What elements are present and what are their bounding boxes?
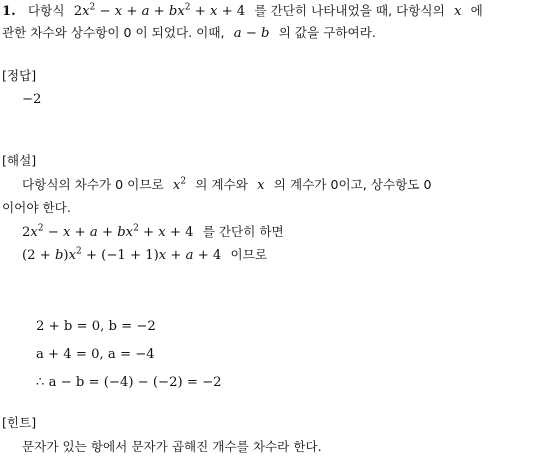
equation-2: a + 4 = 0, a = −4 xyxy=(36,347,155,362)
expression-a-minus-b: a − b xyxy=(233,26,270,41)
problem-text-2b: 의 값을 구하여라. xyxy=(278,25,376,40)
term-x-squared: $x^2$ xyxy=(172,176,187,193)
hint-heading: [힌트] xyxy=(2,415,37,430)
term-x: x xyxy=(257,178,265,193)
answer-value: −2 xyxy=(22,92,42,107)
solution-line-4 xyxy=(22,246,267,265)
solution-text-4: 이므로 xyxy=(230,247,268,262)
answer-heading: [정답] xyxy=(2,68,37,83)
problem-number: 1. xyxy=(2,4,16,19)
solution-line-2: 이어야 한다. xyxy=(2,200,71,215)
variable-x: x xyxy=(453,4,462,19)
problem-text-1c: 에 xyxy=(470,3,483,18)
solution-text-1b: 의 계수와 xyxy=(195,177,248,192)
equation-1: 2 + b = 0, b = −2 xyxy=(36,319,156,334)
solution-polynomial: $2x^2 - x + a + bx^2 + x + 4$ xyxy=(22,223,194,240)
problem-line-1 xyxy=(2,2,483,21)
solution-line-3 xyxy=(22,223,284,242)
solution-heading: [해설] xyxy=(2,153,37,168)
problem-line-2 xyxy=(2,24,376,43)
simplified-polynomial: $(2 + b)x^2 + (-1 + 1)x + a + 4$ xyxy=(22,246,222,263)
problem-text-2a: 관한 차수와 상수항이 0 이 되었다. 이때, xyxy=(2,25,225,40)
equation-3: ∴ a − b = (−4) − (−2) = −2 xyxy=(36,375,222,390)
polynomial-expression: $2x^2 - x + a + bx^2 + x + 4$ xyxy=(73,2,246,19)
solution-text-3: 를 간단히 하면 xyxy=(202,224,284,239)
hint-text: 문자가 있는 항에서 문자가 곱해진 개수를 차수라 한다. xyxy=(22,439,322,454)
solution-line-1 xyxy=(22,176,431,195)
problem-text-1b: 를 간단히 나타내었을 때, 다항식의 xyxy=(254,3,445,18)
solution-text-1a: 다항식의 차수가 0 이므로 xyxy=(22,177,164,192)
solution-text-1c: 의 계수가 0이고, 상수항도 0 xyxy=(273,177,432,192)
problem-text-1a: 다항식 xyxy=(27,3,65,18)
